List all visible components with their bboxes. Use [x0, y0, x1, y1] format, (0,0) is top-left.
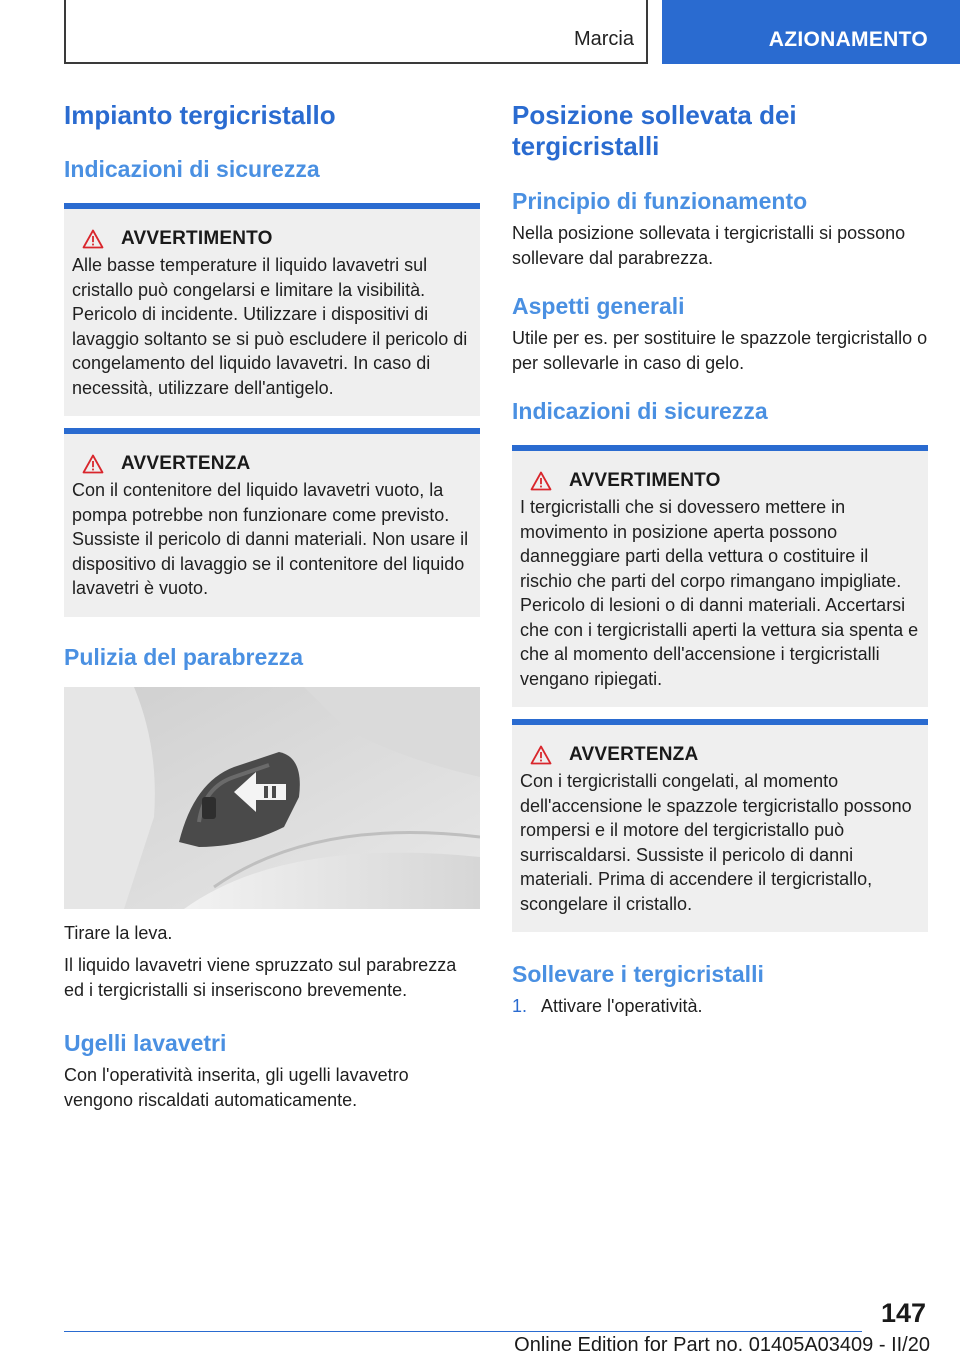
heading-windshield-cleaning: Pulizia del parabrezza	[64, 643, 304, 670]
warning-title: AVVERTIMENTO	[569, 470, 721, 491]
notice-title: AVVERTENZA	[569, 744, 699, 765]
notice-box-empty-reservoir	[64, 428, 480, 617]
section-title-wiper-system: Impianto tergicristallo	[64, 100, 336, 130]
header-chapter-label: AZIONAMENTO	[768, 28, 928, 51]
header-chapter-tab	[662, 0, 960, 64]
wiper-lever-illustration	[64, 687, 480, 909]
step-text: Attivare l'operatività.	[541, 996, 703, 1016]
notice-text: Con i tergicristalli congelati, al momento dell'accensione le spazzole tergicristallo possono rompersi e il motore del tergicristallo può surriscaldarsi. Sussiste il pericolo di danni materiali. Prima di accendere il tergicristallo, scongelare il cristallo.	[520, 771, 912, 914]
notice-title: AVVERTENZA	[121, 453, 251, 474]
general-text: Utile per es. per sostituire le spazzole tergicristallo o per sollevarle in caso di gelo.	[512, 328, 928, 373]
warning-title: AVVERTIMENTO	[121, 228, 273, 249]
heading-safety-notes-right: Indicazioni di sicurezza	[512, 398, 768, 424]
step-number: 1.	[512, 996, 528, 1016]
warning-box-antifreeze	[64, 203, 480, 416]
warning-triangle-icon	[530, 745, 552, 765]
header-section-tab	[64, 0, 648, 64]
warning-triangle-icon	[82, 229, 104, 249]
wiper-lever-icon	[64, 687, 480, 909]
warning-triangle-icon	[530, 471, 552, 491]
warning-text: I tergicristalli che si dovessero mettere in movimento in posizione aperta possono danneggiare parti della vettura o costituire il rischio che parti del corpo rimangano impigliate. Pericolo di lesioni o di danni materiali. Accertarsi che con i tergicristalli aperti la vettura sia spenta e che al momento dell'accensione i tergicristalli vengano ripiegati.	[520, 497, 919, 689]
warning-box-raised-wipers	[512, 445, 928, 707]
notice-box-frozen-wipers	[512, 719, 928, 932]
heading-washer-nozzles: Ugelli lavavetri	[64, 1030, 227, 1056]
cleaning-step-pull-lever: Tirare la leva.	[64, 922, 173, 943]
notice-text: Con il contenitore del liquido lavavetri vuoto, la pompa potrebbe non funzionare come previsto. Sussiste il pericolo di danni materiali. Non usare il dispositivo di lavaggio se il contenitore del liquido lavavetri è vuoto.	[72, 480, 469, 598]
list-item	[512, 994, 928, 1019]
cleaning-description: Il liquido lavavetri viene spruzzato sul parabrezza ed i tergicristalli si inseriscono brevemente.	[64, 955, 457, 1000]
header-section-label: Marcia	[573, 28, 634, 50]
warning-triangle-icon	[82, 454, 104, 474]
footer-divider	[64, 1331, 862, 1332]
warning-text: Alle basse temperature il liquido lavavetri sul cristallo può congelarsi e limitare la visibilità. Pericolo di incidente. Utilizzare i dispositivi di lavaggio soltanto se si può escludere il pericolo di congelamento del liquido lavavetri. In caso di necessità, utilizzare dell'antigelo.	[72, 255, 468, 398]
heading-raise-wipers: Sollevare i tergicristalli	[512, 961, 764, 987]
heading-operating-principle: Principio di funzionamento	[512, 188, 808, 214]
footer-edition-text: Online Edition for Part no. 01405A03409 - II/20	[514, 1334, 930, 1356]
nozzles-text: Con l'operatività inserita, gli ugelli lavavetro vengono riscaldati automaticamente.	[64, 1065, 409, 1110]
section-title-raised-position: Posizione sollevata dei tergicristalli	[512, 100, 797, 161]
principle-text: Nella posizione sollevata i tergicristalli si possono sollevare dal parabrezza.	[512, 223, 906, 268]
page-number: 147	[880, 1298, 926, 1328]
left-column	[64, 100, 480, 1112]
heading-safety-notes: Indicazioni di sicurezza	[64, 156, 320, 182]
right-column	[512, 100, 928, 1019]
heading-general-aspects: Aspetti generali	[512, 293, 685, 319]
